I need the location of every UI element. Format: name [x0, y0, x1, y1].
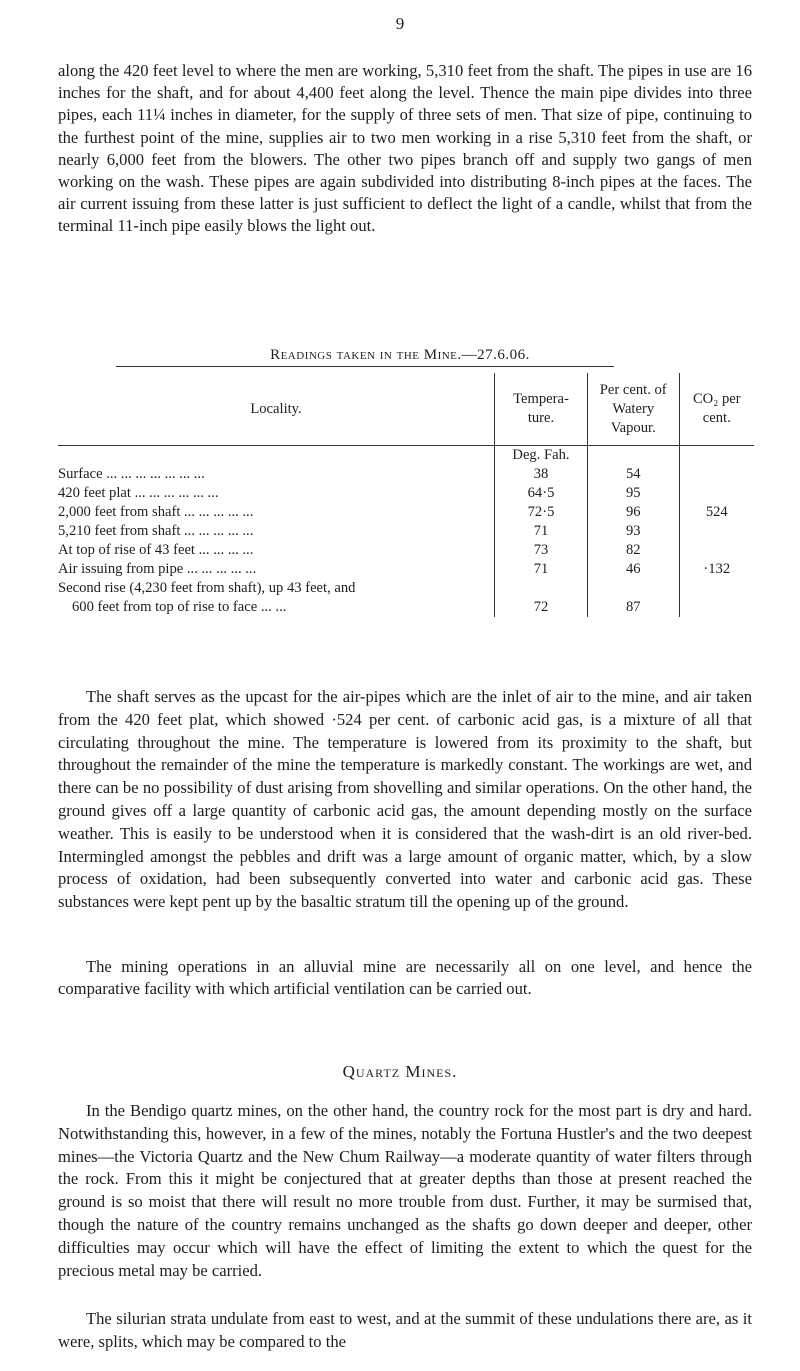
paragraph-shaft-upcast: The shaft serves as the upcast for the air-pipes which are the inlet of air to the mine, and air taken from the 420 feet plat, which showed ·524 per cent. of carbonic acid gas, is a mixture of all that circulating throughout the mine. The temperature is lowered from its proximity to the shaft, but throughout the remainder of the mine the temperature is markedly constant. The workings are wet, and there can be no possibility of dust arising from shovelling and similar operations. On the other hand, the ground gives off a large quantity of carbonic acid gas, the amount depending mostly on the surface weather. This is easily to be understood when it is considered that the wash-dirt is an old river-bed. Intermingled amongst the pebbles and drift was a large amount of organic matter, which, by a slow process of oxidation, had been subsequently converted into water and carbonic acid gas. These substances were kept pent up by the basaltic stratum till the opening up of the ground.	[58, 687, 752, 912]
spacer	[680, 522, 754, 541]
locality-cell: Surface ... ... ... ... ... ... ...	[58, 466, 205, 482]
co2-cell: ·132	[703, 561, 731, 577]
temperature-cell: 71	[533, 561, 549, 577]
section-heading-quartz-mines: Quartz Mines.	[342, 1062, 458, 1081]
locality-cell: 600 feet from top of rise to face ... ...	[72, 599, 287, 615]
spacer	[495, 579, 587, 598]
paragraph-alluvial-mining: The mining operations in an alluvial mine are necessarily all on one level, and hence the comparative facility with which artificial ventilation can be carried out.	[58, 957, 752, 999]
spacer	[680, 484, 754, 503]
temperature-cell: 38	[533, 466, 549, 482]
spacer	[588, 579, 679, 598]
temperature-cell: 72	[533, 599, 549, 615]
locality-cell: 5,210 feet from shaft ... ... ... ... ...	[58, 523, 254, 539]
locality-cell: Air issuing from pipe ... ... ... ... ...	[58, 561, 257, 577]
temperature-column	[495, 446, 588, 618]
co2-column	[679, 446, 754, 618]
vapour-cell: 82	[625, 542, 641, 558]
spacer	[58, 446, 494, 465]
paragraph-bendigo-quartz: In the Bendigo quartz mines, on the other hand, the country rock for the most part is dry and hard. Notwithstanding this, however, in a few of the mines, notably the Fortuna Hustler's and the two deepest mines—the Victoria Quartz and the New Chum Railway—a moderate quantity of water filters through the rock. From this it might be conjectured that at greater depths than those at present reached the ground is so moist that there will result no more trouble from dust. Further, it may be surmised that, though the nature of the country remains unchanged as the shafts go down deeper and deeper, other difficulties may occur which will have the effect of limiting the extent to which the quest for the precious metal may be carried.	[58, 1101, 752, 1280]
header-locality: Locality.	[58, 373, 495, 446]
temperature-unit: Deg. Fah.	[512, 447, 570, 463]
table-caption: Readings taken in the Mine.—27.6.06.	[270, 347, 530, 363]
page-number: 9	[395, 14, 405, 33]
locality-cell: At top of rise of 43 feet ... ... ... ...	[58, 542, 254, 558]
spacer	[680, 465, 754, 484]
locality-cell: 2,000 feet from shaft ... ... ... ... ...	[58, 504, 254, 520]
vapour-cell: 96	[625, 504, 641, 520]
vapour-column	[587, 446, 679, 618]
locality-cell: 420 feet plat ... ... ... ... ... ...	[58, 485, 219, 501]
temperature-cell: 64·5	[527, 485, 555, 501]
spacer	[588, 446, 679, 465]
header-vapour: Per cent. of Watery Vapour.	[587, 373, 679, 446]
paragraph-ventilation-pipes: along the 420 feet level to where the men are working, 5,310 feet from the shaft. The pipes in use are 16 inches for the shaft, and for about 4,400 feet along the level. Thence the main pipe divides into three pipes, each 11¼ inches in diameter, for the supply of three sets of men. That size of pipe, continuing to the furthest point of the mine, supplies air to two men working in a rise 5,310 feet from the shaft, or nearly 6,000 feet from the blowers. The other two pipes branch off and supply two gangs of men working on the wash. These pipes are again subdivided into distributing 8-inch pipes at the faces. The air current issuing from these latter is just sufficient to deflect the light of a candle, whilst that from the terminal 11-inch pipe easily blows the light out.	[58, 61, 752, 236]
temperature-cell: 72·5	[527, 504, 555, 520]
readings-table	[58, 373, 754, 617]
vapour-cell: 87	[625, 599, 641, 615]
vapour-cell: 95	[625, 485, 641, 501]
caption-rule	[116, 366, 614, 367]
co2-cell: 524	[705, 504, 728, 520]
vapour-cell: 46	[625, 561, 641, 577]
table-body-row	[58, 446, 754, 618]
locality-column	[58, 446, 495, 618]
spacer	[680, 541, 754, 560]
locality-cell: Second rise (4,230 feet from shaft), up 43 feet, and	[58, 580, 356, 596]
vapour-cell: 54	[625, 466, 641, 482]
vapour-cell: 93	[625, 523, 641, 539]
header-temperature: Tempera- ture.	[495, 373, 588, 446]
temperature-cell: 71	[533, 523, 549, 539]
temperature-cell: 73	[533, 542, 549, 558]
spacer	[680, 446, 754, 465]
header-co2: CO₂ per cent.	[679, 373, 754, 446]
paragraph-silurian-strata: The silurian strata undulate from east to west, and at the summit of these undulations there are, as it were, splits, which may be compared to the	[58, 1309, 752, 1351]
